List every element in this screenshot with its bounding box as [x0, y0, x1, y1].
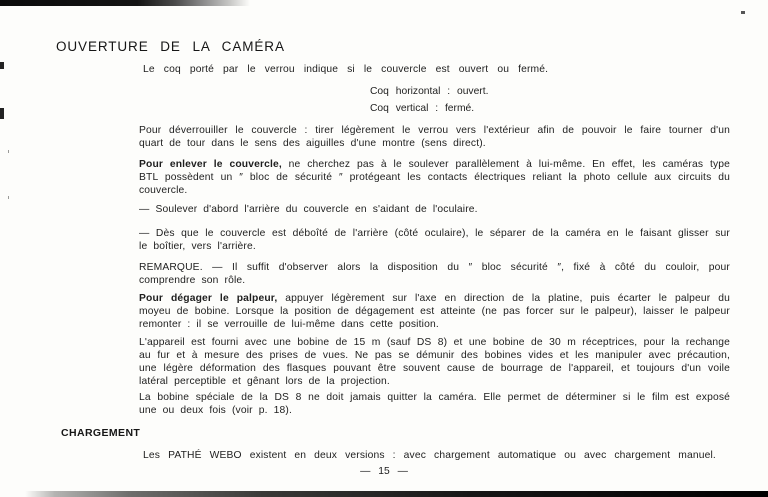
coq-vertical-line: Coq vertical : fermé. [370, 102, 475, 114]
paragraph-des-que: — Dès que le couvercle est déboîté de l'arrière (côté oculaire), le séparer de la caméra en le faisant glisser sur le boîtier, vers l'arrière. [139, 228, 730, 252]
section-heading-chargement: CHARGEMENT [61, 427, 141, 439]
paragraph-enlever-bold-lead: Pour enlever le couvercle, [139, 159, 282, 170]
paragraph-intro: Le coq porté par le verrou indique si le couvercle est ouvert ou fermé. [143, 64, 549, 75]
paragraph-enlever [139, 158, 730, 197]
paragraph-soulever: — Soulever d'abord l'arrière du couvercle en s'aidant de l'oculaire. [139, 204, 478, 215]
paragraph-degager [139, 292, 730, 331]
paragraph-remarque: REMARQUE. — Il suffit d'observer alors la disposition du ″ bloc sécurité ″, fixé à côté du couloir, pour comprendre son rôle. [139, 262, 730, 286]
paragraph-enlever-body: ne cherchez pas à le soulever parallèlement à lui-même. En effet, les caméras type BTL possèdent un ″ bloc de sécurité ″ protégeant les contacts électriques reliant la photo cellule aux circuits du couvercle. [139, 159, 731, 196]
scan-artifact-bottom-band [25, 491, 768, 497]
page-number: — 15 — [360, 466, 408, 477]
paragraph-bobine-ds8: La bobine spéciale de la DS 8 ne doit jamais quitter la caméra. Elle permet de déterminer si le film est exposé une ou deux fois (voir p. 18). [139, 392, 730, 416]
scan-artifact-speck [0, 62, 4, 69]
paragraph-deverrouiller: Pour déverrouiller le couvercle : tirer légèrement le verrou vers l'extérieur afin de pouvoir le faire tourner d'un quart de tour dans le sens des aiguilles d'une montre (sens direct). [139, 125, 730, 149]
scan-artifact-speck [8, 150, 9, 153]
scan-artifact-speck [8, 196, 9, 199]
paragraph-appareil: L'appareil est fourni avec une bobine de 15 m (sauf DS 8) et une bobine de 30 m réceptrices, pour la rechange au fur et à mesure des prises de vues. Ne pas se démunir des bobines vides et les manipuler avec précaution, une légère déformation des flasques pouvant être souvent cause de bourrage de l'appareil, et toujours d'un voile latéral perceptible et gênant lors de la projection. [139, 337, 730, 387]
paragraph-degager-body: appuyer légèrement sur l'axe en direction de la platine, puis écarter le palpeur du moyeu de bobine. Lorsque la position de dégagement est atteinte (ne pas forcer sur le palpeur), laisser le palpeur remonter : il se verrouille de lui-même dans cette position. [139, 293, 731, 330]
scan-artifact-speck [741, 11, 745, 14]
paragraph-chargement: Les PATHÉ WEBO existent en deux versions : avec chargement automatique ou avec chargement manuel. [143, 450, 716, 461]
paragraph-degager-bold-lead: Pour dégager le palpeur, [139, 293, 278, 304]
page-title: OUVERTURE DE LA CAMÉRA [56, 39, 285, 54]
scan-artifact-top-band [0, 0, 250, 6]
coq-position-lines [370, 84, 488, 117]
scan-artifact-speck [0, 108, 4, 119]
coq-horizontal-line: Coq horizontal : ouvert. [370, 86, 489, 97]
